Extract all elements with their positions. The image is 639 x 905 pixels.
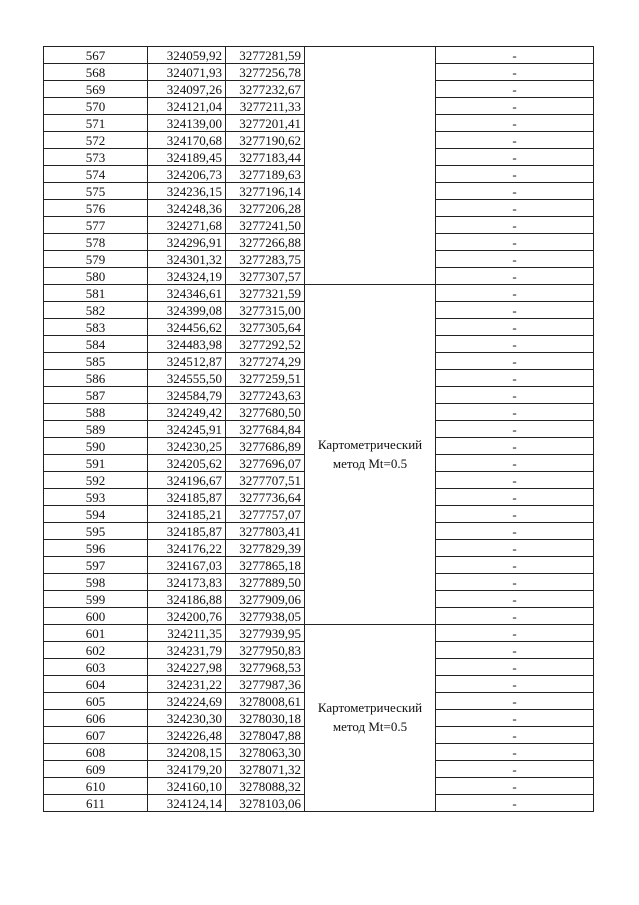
point-number-cell: 571 bbox=[44, 115, 148, 132]
y-coordinate-cell: 3277686,89 bbox=[226, 438, 305, 455]
point-number-cell: 573 bbox=[44, 149, 148, 166]
point-number-cell: 581 bbox=[44, 285, 148, 302]
accuracy-value-cell: - bbox=[436, 336, 594, 353]
y-coordinate-cell: 3277183,44 bbox=[226, 149, 305, 166]
y-coordinate-cell: 3277259,51 bbox=[226, 370, 305, 387]
x-coordinate-cell: 324167,03 bbox=[148, 557, 226, 574]
accuracy-value-cell: - bbox=[436, 761, 594, 778]
x-coordinate-cell: 324230,30 bbox=[148, 710, 226, 727]
accuracy-value-cell: - bbox=[436, 540, 594, 557]
accuracy-value-cell: - bbox=[436, 285, 594, 302]
x-coordinate-cell: 324196,67 bbox=[148, 472, 226, 489]
x-coordinate-cell: 324059,92 bbox=[148, 47, 226, 64]
x-coordinate-cell: 324456,62 bbox=[148, 319, 226, 336]
y-coordinate-cell: 3277696,07 bbox=[226, 455, 305, 472]
point-number-cell: 590 bbox=[44, 438, 148, 455]
point-number-cell: 610 bbox=[44, 778, 148, 795]
x-coordinate-cell: 324483,98 bbox=[148, 336, 226, 353]
x-coordinate-cell: 324170,68 bbox=[148, 132, 226, 149]
point-number-cell: 586 bbox=[44, 370, 148, 387]
point-number-cell: 601 bbox=[44, 625, 148, 642]
y-coordinate-cell: 3277241,50 bbox=[226, 217, 305, 234]
y-coordinate-cell: 3278088,32 bbox=[226, 778, 305, 795]
accuracy-value-cell: - bbox=[436, 523, 594, 540]
point-number-cell: 588 bbox=[44, 404, 148, 421]
accuracy-value-cell: - bbox=[436, 370, 594, 387]
point-number-cell: 583 bbox=[44, 319, 148, 336]
table-row bbox=[44, 285, 594, 302]
point-number-cell: 576 bbox=[44, 200, 148, 217]
x-coordinate-cell: 324224,69 bbox=[148, 693, 226, 710]
x-coordinate-cell: 324227,98 bbox=[148, 659, 226, 676]
x-coordinate-cell: 324512,87 bbox=[148, 353, 226, 370]
y-coordinate-cell: 3277211,33 bbox=[226, 98, 305, 115]
accuracy-value-cell: - bbox=[436, 319, 594, 336]
x-coordinate-cell: 324230,25 bbox=[148, 438, 226, 455]
coordinates-table bbox=[43, 46, 594, 812]
x-coordinate-cell: 324185,87 bbox=[148, 489, 226, 506]
accuracy-value-cell: - bbox=[436, 64, 594, 81]
point-number-cell: 607 bbox=[44, 727, 148, 744]
y-coordinate-cell: 3277889,50 bbox=[226, 574, 305, 591]
accuracy-value-cell: - bbox=[436, 302, 594, 319]
point-number-cell: 611 bbox=[44, 795, 148, 812]
point-number-cell: 595 bbox=[44, 523, 148, 540]
x-coordinate-cell: 324200,76 bbox=[148, 608, 226, 625]
y-coordinate-cell: 3277321,59 bbox=[226, 285, 305, 302]
point-number-cell: 569 bbox=[44, 81, 148, 98]
x-coordinate-cell: 324179,20 bbox=[148, 761, 226, 778]
y-coordinate-cell: 3277987,36 bbox=[226, 676, 305, 693]
accuracy-value-cell: - bbox=[436, 98, 594, 115]
accuracy-value-cell: - bbox=[436, 693, 594, 710]
y-coordinate-cell: 3277865,18 bbox=[226, 557, 305, 574]
accuracy-value-cell: - bbox=[436, 234, 594, 251]
y-coordinate-cell: 3278030,18 bbox=[226, 710, 305, 727]
accuracy-value-cell: - bbox=[436, 744, 594, 761]
y-coordinate-cell: 3277243,63 bbox=[226, 387, 305, 404]
accuracy-value-cell: - bbox=[436, 47, 594, 64]
point-number-cell: 584 bbox=[44, 336, 148, 353]
accuracy-value-cell: - bbox=[436, 506, 594, 523]
accuracy-value-cell: - bbox=[436, 710, 594, 727]
accuracy-value-cell: - bbox=[436, 404, 594, 421]
y-coordinate-cell: 3277201,41 bbox=[226, 115, 305, 132]
y-coordinate-cell: 3277803,41 bbox=[226, 523, 305, 540]
point-number-cell: 567 bbox=[44, 47, 148, 64]
accuracy-value-cell: - bbox=[436, 353, 594, 370]
x-coordinate-cell: 324226,48 bbox=[148, 727, 226, 744]
point-number-cell: 604 bbox=[44, 676, 148, 693]
x-coordinate-cell: 324245,91 bbox=[148, 421, 226, 438]
point-number-cell: 594 bbox=[44, 506, 148, 523]
y-coordinate-cell: 3277266,88 bbox=[226, 234, 305, 251]
accuracy-value-cell: - bbox=[436, 200, 594, 217]
x-coordinate-cell: 324236,15 bbox=[148, 183, 226, 200]
accuracy-value-cell: - bbox=[436, 489, 594, 506]
x-coordinate-cell: 324097,26 bbox=[148, 81, 226, 98]
y-coordinate-cell: 3277684,84 bbox=[226, 421, 305, 438]
y-coordinate-cell: 3277281,59 bbox=[226, 47, 305, 64]
point-number-cell: 600 bbox=[44, 608, 148, 625]
accuracy-value-cell: - bbox=[436, 183, 594, 200]
point-number-cell: 591 bbox=[44, 455, 148, 472]
point-number-cell: 606 bbox=[44, 710, 148, 727]
point-number-cell: 587 bbox=[44, 387, 148, 404]
y-coordinate-cell: 3277938,05 bbox=[226, 608, 305, 625]
y-coordinate-cell: 3277292,52 bbox=[226, 336, 305, 353]
accuracy-value-cell: - bbox=[436, 642, 594, 659]
point-number-cell: 608 bbox=[44, 744, 148, 761]
point-number-cell: 602 bbox=[44, 642, 148, 659]
x-coordinate-cell: 324249,42 bbox=[148, 404, 226, 421]
y-coordinate-cell: 3277315,00 bbox=[226, 302, 305, 319]
y-coordinate-cell: 3278063,30 bbox=[226, 744, 305, 761]
accuracy-value-cell: - bbox=[436, 472, 594, 489]
y-coordinate-cell: 3277232,67 bbox=[226, 81, 305, 98]
x-coordinate-cell: 324121,04 bbox=[148, 98, 226, 115]
y-coordinate-cell: 3277968,53 bbox=[226, 659, 305, 676]
y-coordinate-cell: 3277190,62 bbox=[226, 132, 305, 149]
x-coordinate-cell: 324186,88 bbox=[148, 591, 226, 608]
method-cell: Картометрический метод Mt=0.5 bbox=[305, 285, 436, 625]
y-coordinate-cell: 3277950,83 bbox=[226, 642, 305, 659]
x-coordinate-cell: 324248,36 bbox=[148, 200, 226, 217]
table-row bbox=[44, 47, 594, 64]
y-coordinate-cell: 3278047,88 bbox=[226, 727, 305, 744]
x-coordinate-cell: 324139,00 bbox=[148, 115, 226, 132]
y-coordinate-cell: 3277939,95 bbox=[226, 625, 305, 642]
y-coordinate-cell: 3278071,32 bbox=[226, 761, 305, 778]
accuracy-value-cell: - bbox=[436, 166, 594, 183]
point-number-cell: 577 bbox=[44, 217, 148, 234]
accuracy-value-cell: - bbox=[436, 387, 594, 404]
point-number-cell: 572 bbox=[44, 132, 148, 149]
accuracy-value-cell: - bbox=[436, 268, 594, 285]
point-number-cell: 593 bbox=[44, 489, 148, 506]
accuracy-value-cell: - bbox=[436, 727, 594, 744]
y-coordinate-cell: 3277305,64 bbox=[226, 319, 305, 336]
point-number-cell: 592 bbox=[44, 472, 148, 489]
accuracy-value-cell: - bbox=[436, 115, 594, 132]
point-number-cell: 578 bbox=[44, 234, 148, 251]
x-coordinate-cell: 324399,08 bbox=[148, 302, 226, 319]
x-coordinate-cell: 324160,10 bbox=[148, 778, 226, 795]
x-coordinate-cell: 324231,22 bbox=[148, 676, 226, 693]
x-coordinate-cell: 324189,45 bbox=[148, 149, 226, 166]
point-number-cell: 579 bbox=[44, 251, 148, 268]
point-number-cell: 596 bbox=[44, 540, 148, 557]
y-coordinate-cell: 3277206,28 bbox=[226, 200, 305, 217]
point-number-cell: 597 bbox=[44, 557, 148, 574]
point-number-cell: 580 bbox=[44, 268, 148, 285]
y-coordinate-cell: 3277307,57 bbox=[226, 268, 305, 285]
y-coordinate-cell: 3277757,07 bbox=[226, 506, 305, 523]
x-coordinate-cell: 324301,32 bbox=[148, 251, 226, 268]
accuracy-value-cell: - bbox=[436, 608, 594, 625]
y-coordinate-cell: 3277707,51 bbox=[226, 472, 305, 489]
point-number-cell: 609 bbox=[44, 761, 148, 778]
y-coordinate-cell: 3277283,75 bbox=[226, 251, 305, 268]
point-number-cell: 599 bbox=[44, 591, 148, 608]
point-number-cell: 568 bbox=[44, 64, 148, 81]
point-number-cell: 570 bbox=[44, 98, 148, 115]
accuracy-value-cell: - bbox=[436, 455, 594, 472]
y-coordinate-cell: 3277189,63 bbox=[226, 166, 305, 183]
y-coordinate-cell: 3278103,06 bbox=[226, 795, 305, 812]
accuracy-value-cell: - bbox=[436, 574, 594, 591]
coordinates-table-body bbox=[44, 47, 594, 812]
y-coordinate-cell: 3277196,14 bbox=[226, 183, 305, 200]
point-number-cell: 582 bbox=[44, 302, 148, 319]
x-coordinate-cell: 324124,14 bbox=[148, 795, 226, 812]
x-coordinate-cell: 324071,93 bbox=[148, 64, 226, 81]
x-coordinate-cell: 324271,68 bbox=[148, 217, 226, 234]
accuracy-value-cell: - bbox=[436, 421, 594, 438]
x-coordinate-cell: 324185,87 bbox=[148, 523, 226, 540]
x-coordinate-cell: 324231,79 bbox=[148, 642, 226, 659]
accuracy-value-cell: - bbox=[436, 217, 594, 234]
x-coordinate-cell: 324555,50 bbox=[148, 370, 226, 387]
y-coordinate-cell: 3277256,78 bbox=[226, 64, 305, 81]
method-cell: Картометрический метод Mt=0.5 bbox=[305, 625, 436, 812]
x-coordinate-cell: 324211,35 bbox=[148, 625, 226, 642]
point-number-cell: 598 bbox=[44, 574, 148, 591]
table-row bbox=[44, 625, 594, 642]
accuracy-value-cell: - bbox=[436, 557, 594, 574]
x-coordinate-cell: 324346,61 bbox=[148, 285, 226, 302]
y-coordinate-cell: 3277909,06 bbox=[226, 591, 305, 608]
y-coordinate-cell: 3277680,50 bbox=[226, 404, 305, 421]
point-number-cell: 585 bbox=[44, 353, 148, 370]
accuracy-value-cell: - bbox=[436, 676, 594, 693]
point-number-cell: 574 bbox=[44, 166, 148, 183]
accuracy-value-cell: - bbox=[436, 795, 594, 812]
x-coordinate-cell: 324176,22 bbox=[148, 540, 226, 557]
accuracy-value-cell: - bbox=[436, 591, 594, 608]
y-coordinate-cell: 3278008,61 bbox=[226, 693, 305, 710]
accuracy-value-cell: - bbox=[436, 132, 594, 149]
method-cell bbox=[305, 47, 436, 285]
x-coordinate-cell: 324205,62 bbox=[148, 455, 226, 472]
x-coordinate-cell: 324324,19 bbox=[148, 268, 226, 285]
accuracy-value-cell: - bbox=[436, 438, 594, 455]
x-coordinate-cell: 324185,21 bbox=[148, 506, 226, 523]
accuracy-value-cell: - bbox=[436, 251, 594, 268]
x-coordinate-cell: 324206,73 bbox=[148, 166, 226, 183]
accuracy-value-cell: - bbox=[436, 625, 594, 642]
point-number-cell: 575 bbox=[44, 183, 148, 200]
accuracy-value-cell: - bbox=[436, 778, 594, 795]
accuracy-value-cell: - bbox=[436, 149, 594, 166]
y-coordinate-cell: 3277736,64 bbox=[226, 489, 305, 506]
x-coordinate-cell: 324296,91 bbox=[148, 234, 226, 251]
x-coordinate-cell: 324208,15 bbox=[148, 744, 226, 761]
y-coordinate-cell: 3277274,29 bbox=[226, 353, 305, 370]
point-number-cell: 605 bbox=[44, 693, 148, 710]
accuracy-value-cell: - bbox=[436, 81, 594, 98]
y-coordinate-cell: 3277829,39 bbox=[226, 540, 305, 557]
x-coordinate-cell: 324584,79 bbox=[148, 387, 226, 404]
accuracy-value-cell: - bbox=[436, 659, 594, 676]
x-coordinate-cell: 324173,83 bbox=[148, 574, 226, 591]
point-number-cell: 589 bbox=[44, 421, 148, 438]
point-number-cell: 603 bbox=[44, 659, 148, 676]
